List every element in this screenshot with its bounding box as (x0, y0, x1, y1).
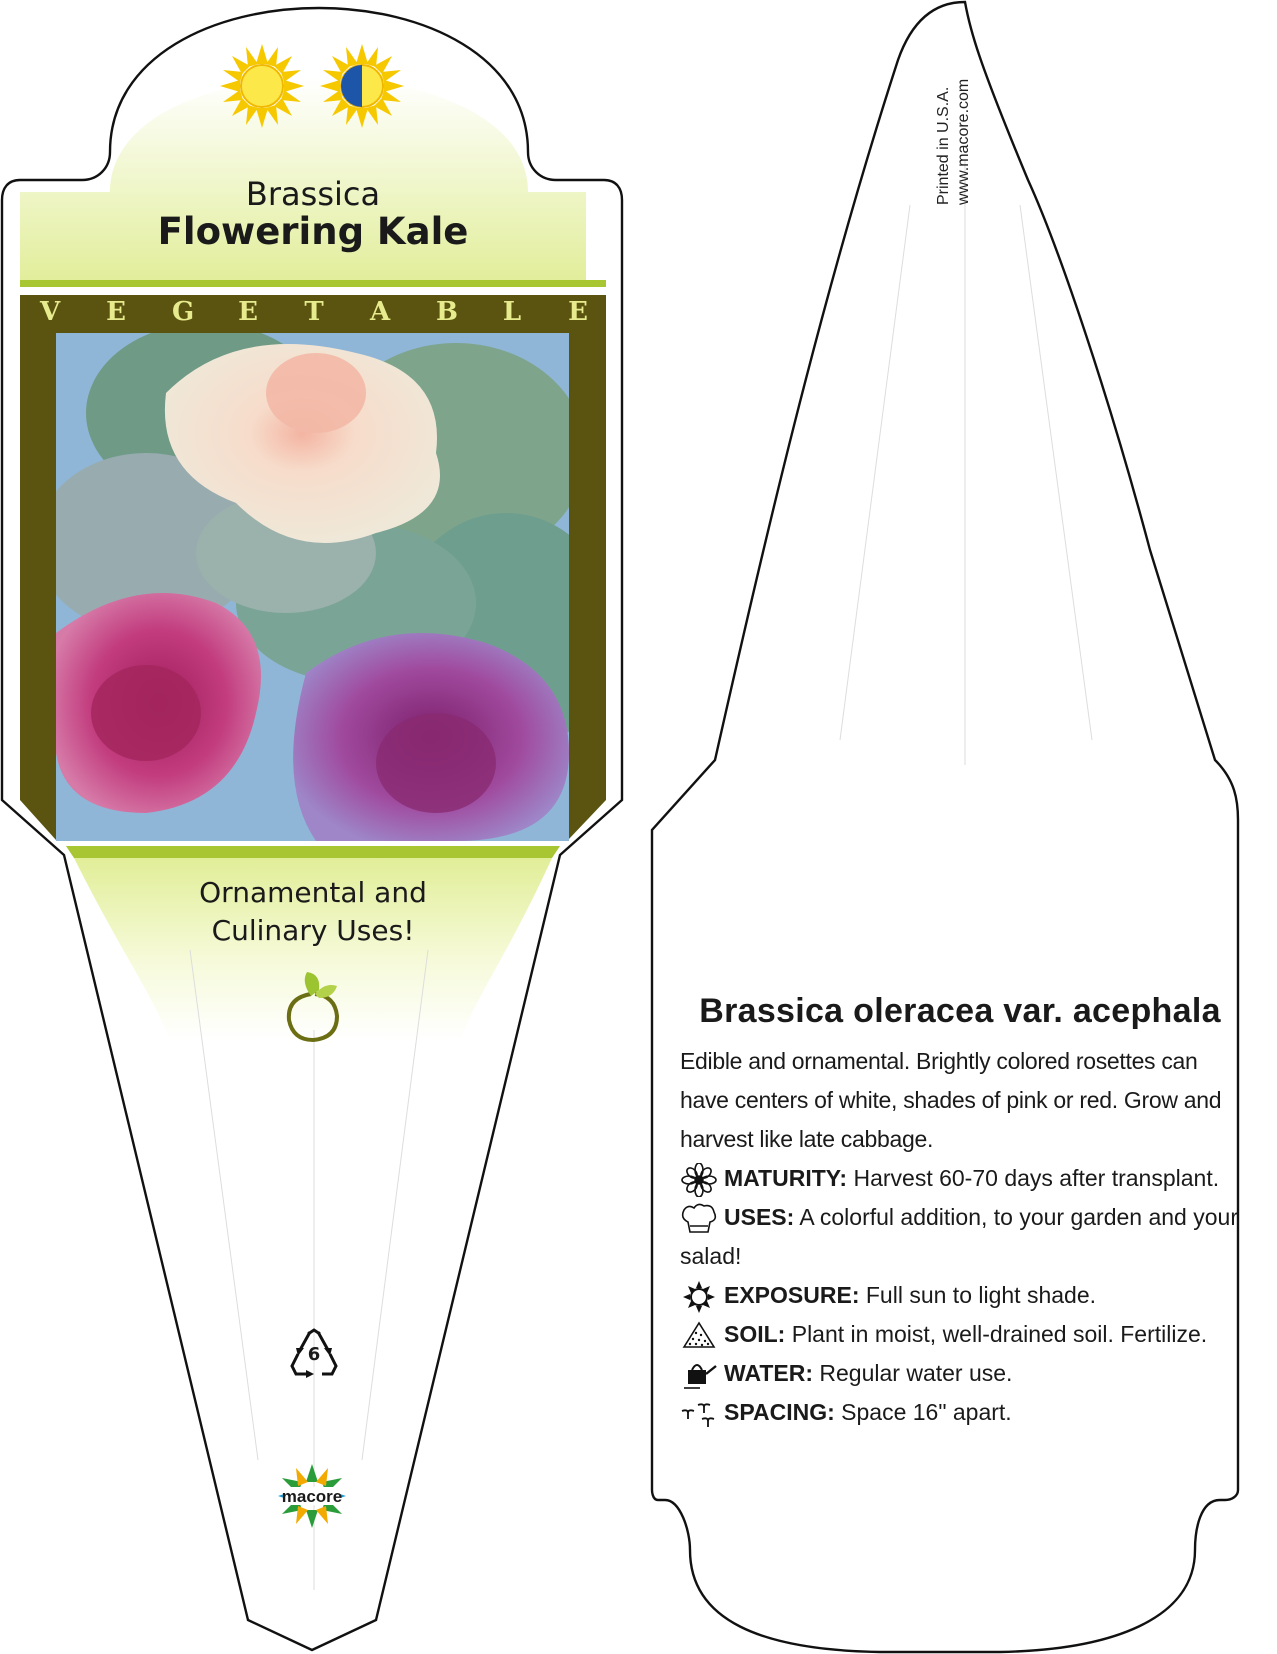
category-letter: E (106, 297, 126, 327)
category-letter: L (502, 297, 522, 327)
tagline-line: Culinary Uses! (211, 914, 415, 947)
attribute-label: SPACING: (724, 1399, 835, 1425)
tagline-line: Ornamental and (199, 876, 427, 909)
attribute-text: Plant in moist, well-drained soil. Fertilize. (785, 1321, 1208, 1347)
attribute-label: WATER: (724, 1360, 814, 1386)
watering-can-icon (680, 1358, 718, 1392)
category-letter: A (370, 297, 391, 327)
attribute-text: Space 16" apart. (834, 1399, 1012, 1425)
category-letter: V (40, 297, 61, 327)
attribute-maturity (680, 1159, 1250, 1198)
attribute-water (680, 1354, 1250, 1393)
macore-logo (270, 1462, 354, 1534)
attribute-uses (680, 1198, 1250, 1276)
half-sun-icon (318, 42, 406, 130)
attribute-text: Full sun to light shade. (859, 1282, 1097, 1308)
chef-hat-icon (680, 1202, 718, 1236)
printer-info (934, 79, 974, 205)
attribute-label: EXPOSURE: (724, 1282, 860, 1308)
category-letter: E (568, 297, 588, 327)
category-label (40, 295, 588, 329)
soil-icon (680, 1319, 718, 1353)
category-letter: B (436, 297, 458, 327)
printed-in: Printed in U.S.A. (935, 86, 952, 205)
botanical-name: Brassica oleracea var. acephala (699, 992, 1221, 1030)
attribute-text: A colorful addition, to your garden and your salad! (680, 1204, 1238, 1269)
category-letter: E (238, 297, 258, 327)
genus-name: Brassica (245, 175, 381, 213)
category-letter: G (172, 297, 195, 327)
printer-website: www.macore.com (955, 78, 972, 205)
attribute-label: SOIL: (724, 1321, 786, 1347)
brand-name: macore (281, 1487, 343, 1506)
plant-description (680, 1042, 1250, 1432)
description-text: Edible and ornamental. Brightly colored rosettes can have centers of white, shades of pink or red. Grow and harvest like late cabbage. (680, 1048, 1222, 1152)
attribute-text: Regular water use. (813, 1360, 1013, 1386)
tagline (60, 874, 566, 950)
full-sun-icon (218, 42, 306, 130)
seedlings-icon (680, 1397, 718, 1431)
attribute-text: Harvest 60-70 days after transplant. (847, 1165, 1220, 1191)
attribute-spacing (680, 1393, 1250, 1432)
attribute-soil (680, 1315, 1250, 1354)
category-letter: T (304, 297, 324, 327)
common-name: Flowering Kale (157, 210, 469, 253)
sun-icon (680, 1280, 718, 1314)
attribute-label: USES: (724, 1204, 795, 1230)
plant-photo (56, 333, 569, 841)
flower-icon (680, 1163, 718, 1197)
recycle-number: 6 (307, 1344, 321, 1365)
attribute-label: MATURITY: (724, 1165, 848, 1191)
sprout-icon (285, 968, 341, 1042)
attribute-exposure (680, 1276, 1250, 1315)
